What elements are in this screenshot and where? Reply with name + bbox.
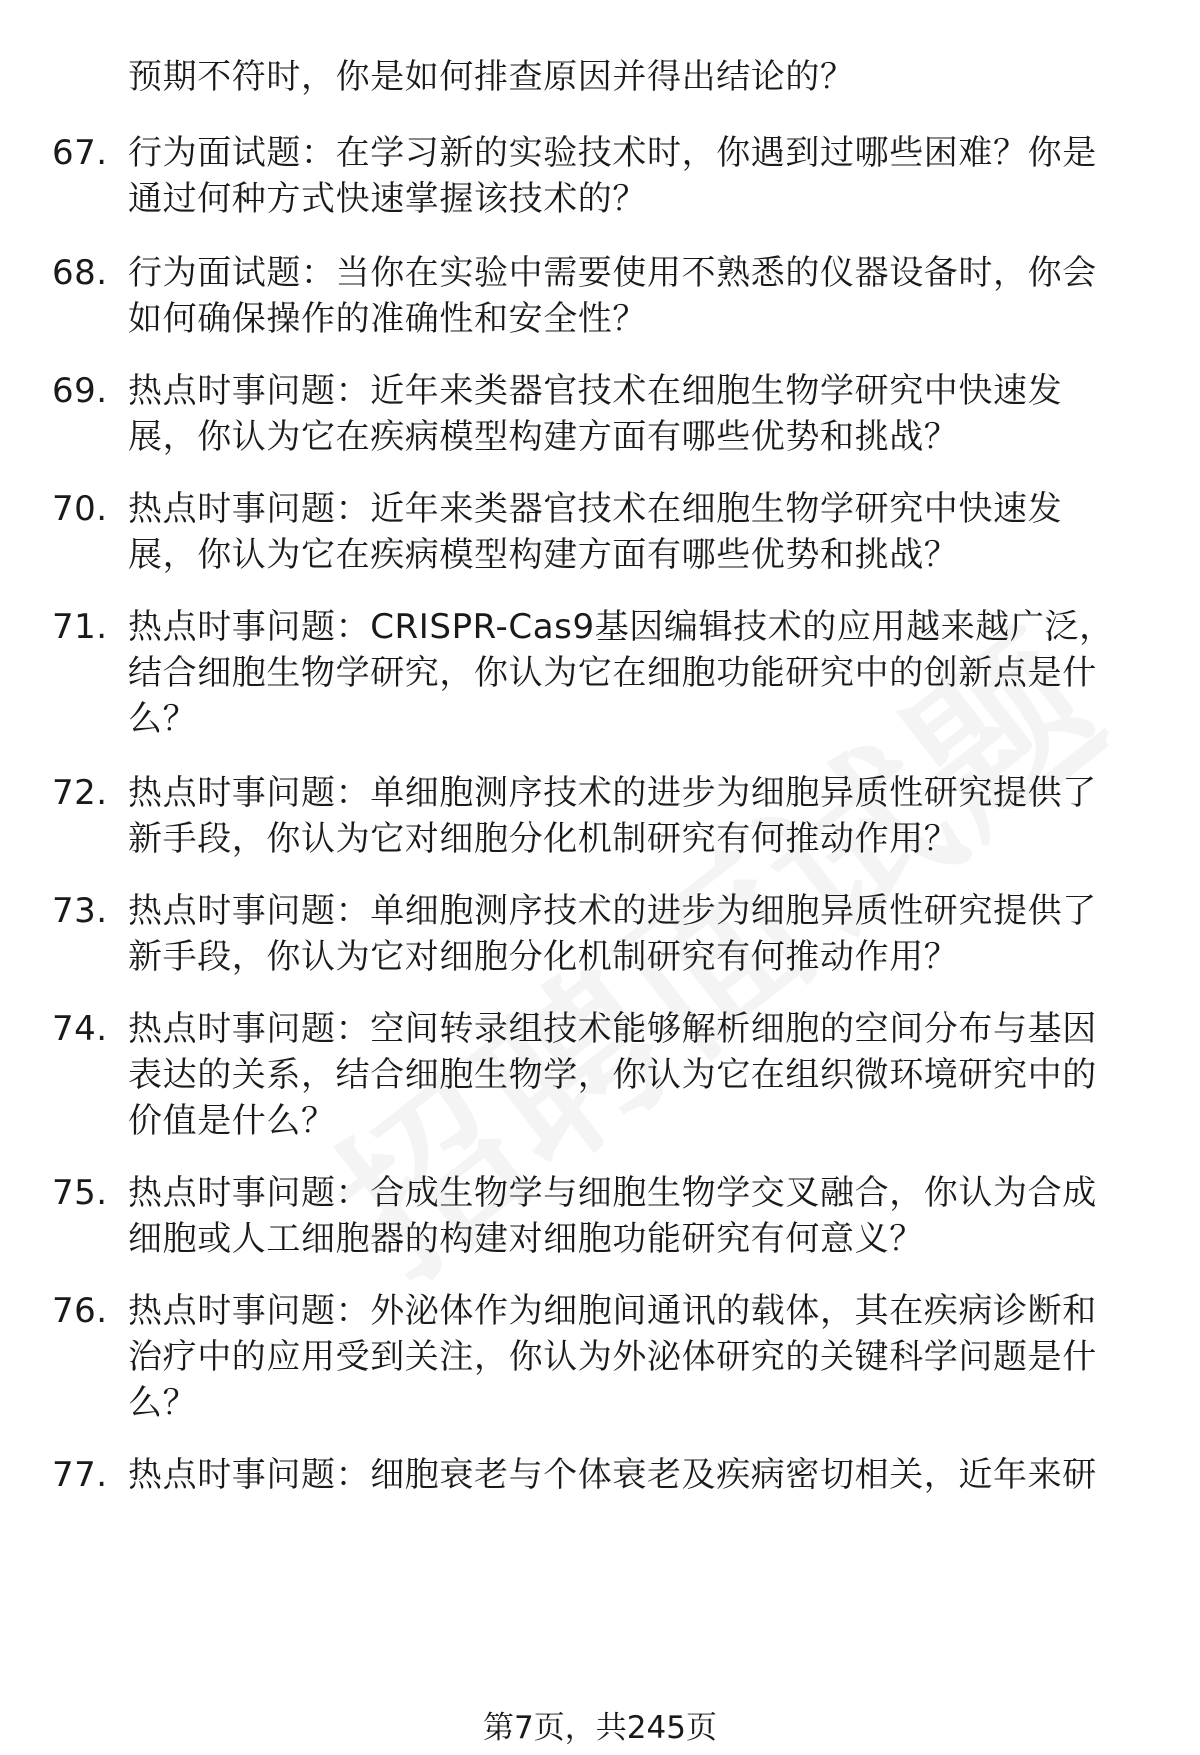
- question-line: 治疗中的应用受到关注，你认为外泌体研究的关键科学问题是什: [128, 1337, 1097, 1377]
- question-number: 74.: [52, 1009, 108, 1049]
- question-number: 75.: [52, 1173, 108, 1213]
- question-line: 新手段，你认为它对细胞分化机制研究有何推动作用？: [128, 819, 959, 859]
- question-text: [128, 604, 1148, 742]
- question-line: 热点时事问题：单细胞测序技术的进步为细胞异质性研究提供了: [128, 773, 1097, 813]
- question-line: 细胞或人工细胞器的构建对细胞功能研究有何意义？: [128, 1219, 924, 1259]
- question-line: 如何确保操作的准确性和安全性？: [128, 299, 647, 339]
- question-line: 热点时事问题：合成生物学与细胞生物学交叉融合，你认为合成: [128, 1173, 1097, 1213]
- question-number: 73.: [52, 891, 108, 931]
- question-line: 热点时事问题：CRISPR-Cas9基因编辑技术的应用越来越广泛，: [128, 607, 1114, 647]
- question-line: 么？: [128, 699, 198, 739]
- question-number: 77.: [52, 1455, 108, 1495]
- question-number: 67.: [52, 133, 108, 173]
- question-number: 70.: [52, 489, 108, 529]
- question-text: [128, 486, 1148, 578]
- question-text: [128, 250, 1148, 342]
- question-line: 么？: [128, 1383, 198, 1423]
- question-line: 行为面试题：在学习新的实验技术时，你遇到过哪些困难？你是: [128, 133, 1097, 173]
- question-text: [128, 888, 1148, 980]
- question-text: [128, 770, 1148, 862]
- question-line: 热点时事问题：单细胞测序技术的进步为细胞异质性研究提供了: [128, 891, 1097, 931]
- question-line: 热点时事问题：空间转录组技术能够解析细胞的空间分布与基因: [128, 1009, 1097, 1049]
- question-text: [128, 1006, 1148, 1144]
- question-line: 预期不符时，你是如何排查原因并得出结论的？: [128, 57, 855, 97]
- question-line: 结合细胞生物学研究，你认为它在细胞功能研究中的创新点是什: [128, 653, 1097, 693]
- question-line: 热点时事问题：外泌体作为细胞间通讯的载体，其在疾病诊断和: [128, 1291, 1097, 1331]
- question-text: [128, 1452, 1148, 1498]
- question-text: [128, 54, 1148, 100]
- question-line: 热点时事问题：细胞衰老与个体衰老及疾病密切相关，近年来研: [128, 1455, 1097, 1495]
- question-line: 热点时事问题：近年来类器官技术在细胞生物学研究中快速发: [128, 489, 1063, 529]
- question-line: 价值是什么？: [128, 1101, 336, 1141]
- question-line: 表达的关系，结合细胞生物学，你认为它在组织微环境研究中的: [128, 1055, 1097, 1095]
- question-number: 68.: [52, 253, 108, 293]
- question-number: 72.: [52, 773, 108, 813]
- question-text: [128, 1288, 1148, 1426]
- question-text: [128, 130, 1148, 222]
- question-number: 76.: [52, 1291, 108, 1331]
- question-text: [128, 368, 1148, 460]
- question-text: [128, 1170, 1148, 1262]
- question-number: 71.: [52, 607, 108, 647]
- question-line: 通过何种方式快速掌握该技术的？: [128, 179, 647, 219]
- page-number-footer: 第7页，共245页: [483, 1710, 717, 1746]
- question-line: 展，你认为它在疾病模型构建方面有哪些优势和挑战？: [128, 417, 959, 457]
- question-number: 69.: [52, 371, 108, 411]
- question-line: 热点时事问题：近年来类器官技术在细胞生物学研究中快速发: [128, 371, 1063, 411]
- question-line: 行为面试题：当你在实验中需要使用不熟悉的仪器设备时，你会: [128, 253, 1097, 293]
- question-line: 展，你认为它在疾病模型构建方面有哪些优势和挑战？: [128, 535, 959, 575]
- question-line: 新手段，你认为它对细胞分化机制研究有何推动作用？: [128, 937, 959, 977]
